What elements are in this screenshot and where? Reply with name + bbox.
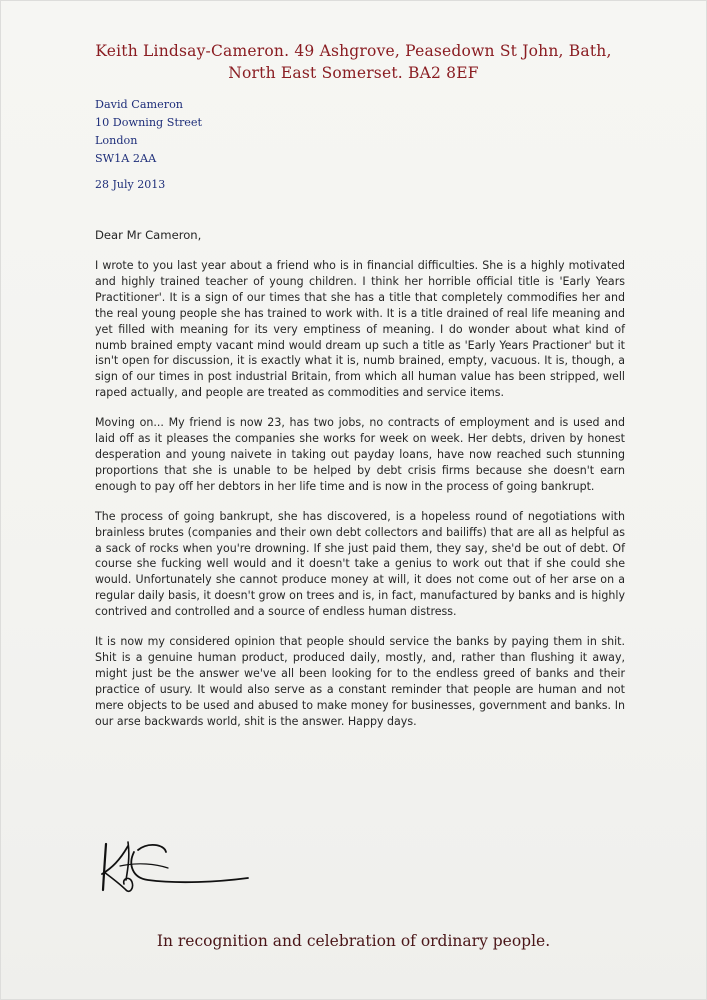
salutation: Dear Mr Cameron,: [95, 228, 202, 242]
recipient-name: David Cameron: [95, 98, 184, 111]
footer-tagline: In recognition and celebration of ordinary people.: [156, 932, 551, 950]
recipient-city: London: [95, 134, 138, 147]
recipient-address: [95, 96, 202, 168]
letterhead-line-2: North East Somerset. BA2 8EF: [228, 64, 479, 82]
body-paragraph-1: I wrote to you last year about a friend who is in financial difficulties. She is a highly motivated and highly trained teacher of young children. I think her horrible official title is 'Early Years Practitioner'. It is a sign of our times that she has a title that completely commodifies her and the real young people she has trained to work with. It is a title drained of real life meaning and yet filled with meaning for its very emptiness of meaning. I do wonder about what kind of numb brained empty vacant mind would dream up such a title as 'Early Years Practioner' but it isn't open for discussion, it is exactly what it is, numb brained, empty, vacuous. It is, though, a sign of our times in post industrial Britain, from which all human value has been stripped, well raped actually, and people are treated as commodities and service items.: [95, 259, 625, 400]
letterhead-line-1: Keith Lindsay-Cameron. 49 Ashgrove, Peasedown St John, Bath,: [95, 42, 612, 60]
letter-body: [95, 258, 625, 743]
body-paragraph-3: The process of going bankrupt, she has discovered, is a hopeless round of negotiations with brainless brutes (companies and their own debt collectors and bailiffs) that are all as helpful as a sack of rocks when you're drowning. If she just paid them, they say, she'd be out of debt. Of course she fucking well would and it doesn't take a genius to work out that if she could she would. Unfortunately she cannot produce money at will, it does not come out of her arse on a regular daily basis, it doesn't grow on trees and is, in fact, manufactured by banks and is highly contrived and controlled and a source of endless human distress.: [95, 509, 625, 619]
letterhead: [0, 40, 707, 84]
handwritten-signature: [98, 838, 258, 898]
body-paragraph-4: It is now my considered opinion that people should service the banks by paying them in shit. Shit is a genuine human product, produced daily, mostly, and, rather than flushing it away, might just be the answer we've all been looking for to the endless greed of banks and their practice of usury. It would also serve as a constant reminder that people are human and not mere objects to be used and abused to make money for businesses, government and banks. In our arse backwards world, shit is the answer. Happy days.: [95, 635, 625, 728]
recipient-street: 10 Downing Street: [95, 116, 203, 129]
body-paragraph-2: Moving on... My friend is now 23, has two jobs, no contracts of employment and is used and laid off as it pleases the companies she works for week on week. Her debts, driven by honest desperation and young naivete in taking out payday loans, have now reached such stunning proportions that she is unable to be helped by debt crisis firms because she doesn't earn enough to pay off her debtors in her life time and is now in the process of going bankrupt.: [95, 416, 625, 493]
recipient-postcode: SW1A 2AA: [95, 152, 157, 165]
letter-date: 28 July 2013: [95, 178, 166, 191]
